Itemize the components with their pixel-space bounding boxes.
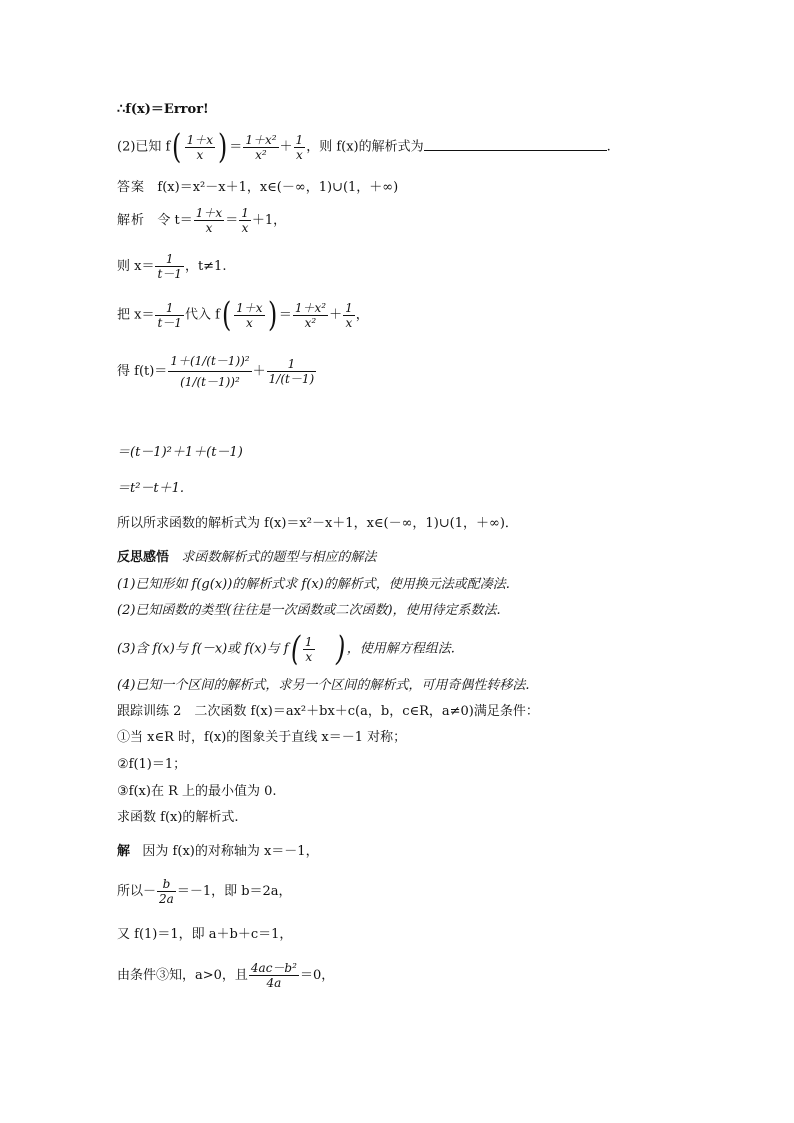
then-x-line: 则 x＝ $\frac{1}{t-1}$ ，t≠1.: [117, 252, 227, 281]
get-ft-line: 得 f(t)＝ $\frac{\text{1＋(1/(t－1))²}}{\text{(1/(t－1))²}}$ ＋ $\frac{1}{1/(t-1)}$: [117, 354, 315, 389]
then-x-frac: $\frac{1}{t-1}$: [157, 252, 182, 281]
left-paren: (: [172, 127, 182, 167]
ask-line: 求函数 f(x)的解析式.: [117, 810, 239, 825]
answer-text: f(x)＝x²－x＋1，x∈(－∞，1)∪(1，＋∞): [157, 180, 399, 195]
get-frac-2: $\frac{1}{1/(t-1)}$: [268, 357, 315, 386]
subst-frac-3: $\frac{\text{1＋x²}}{\text{x²}}$: [294, 300, 327, 330]
question-2: (2)已知 f( $\frac{1+x}{x}$ ) ＝ $\frac{\text{1＋x²}}{\text{x²}}$ ＋ $\frac{1}{x}$ ，则 f(x)的解析式为 .: [117, 127, 611, 167]
answer-label: 答案: [117, 180, 146, 195]
reflect-line: [117, 551, 376, 564]
q2-frac-2: $\frac{\text{1＋x²}}{\text{x²}}$: [245, 132, 277, 162]
subst-frac-2: $\frac{1+x}{x}$: [236, 300, 263, 330]
s1-frac: $\frac{b}{2a}$: [159, 877, 174, 906]
reflect-item-3: (3)含 f(x)与 f(－x)或 f(x)与 f( $\frac{1}{x}$ ) ，使用解方程组法.: [117, 629, 455, 669]
equation-2: ＝t²－t＋1.: [117, 481, 185, 496]
solution-line: 解 因为 f(x)的对称轴为 x＝－1，: [117, 844, 319, 859]
substitute-line: 把 x＝ $\frac{1}{t-1}$ 代入 f( $\frac{1+x}{x}$ ) ＝ $\frac{\text{1＋x²}}{\text{x²}}$ ＋ $\frac{1}{x}$ ，: [117, 295, 369, 335]
analysis-line: 解析 令 t＝ $\frac{1+x}{x}$ ＝ $\frac{1}{x}$ ＋1，: [117, 206, 287, 235]
conclusion-line: 所以所求函数的解析式为 f(x)＝x²－x＋1，x∈(－∞，1)∪(1，＋∞)．: [117, 516, 518, 531]
subst-frac-1: $\frac{1}{t-1}$: [157, 300, 182, 330]
reflect-label: 反思感悟: [117, 550, 170, 565]
q2-frac-1: $\frac{1+x}{x}$: [186, 132, 214, 162]
s3-frac: $\frac{\text{4ac－b²}}{4a}$: [250, 961, 297, 990]
condition-2: ②f(1)＝1；: [117, 757, 187, 772]
analysis-frac-2: $\frac{1}{x}$: [241, 206, 249, 235]
analysis-frac-1: $\frac{1+x}{x}$: [195, 206, 223, 235]
condition-3: ③f(x)在 R 上的最小值为 0.: [117, 784, 277, 799]
reflect-item-2: (2)已知函数的类型(往往是一次函数或二次函数)，使用待定系数法.: [117, 603, 501, 618]
reflect-text: 求函数解析式的题型与相应的解法: [181, 550, 377, 565]
result-line: ∴f(x)＝Error!: [117, 102, 209, 117]
equation-1: ＝(t－1)²＋1＋(t－1): [117, 445, 243, 460]
solution-label: 解: [117, 844, 131, 859]
training-line: 跟踪训练 2 二次函数 f(x)＝ax²＋bx＋c(a，b，c∈R，a≠0)满足条件：: [117, 704, 539, 719]
get-frac-main: $\frac{\text{1＋(1/(t－1))²}}{\text{(1/(t－1))²}}$: [170, 354, 250, 389]
condition-1: ①当 x∈R 时，f(x)的图象关于直线 x＝－1 对称；: [117, 730, 407, 745]
q2-prefix: (2)已知 f: [117, 139, 171, 155]
subst-frac-4: $\frac{1}{x}$: [345, 300, 353, 330]
q2-frac-3: $\frac{1}{x}$: [295, 132, 304, 162]
analysis-label: 解析: [117, 213, 146, 228]
answer-blank[interactable]: [424, 137, 607, 151]
reflect-item-1: (1)已知形如 f(g(x))的解析式求 f(x)的解析式，使用换元法或配凑法.: [117, 577, 510, 592]
right-paren: ): [218, 127, 228, 167]
reflect-item-4: (4)已知一个区间的解析式，求另一个区间的解析式，可用奇偶性转移法.: [117, 678, 530, 693]
solution-step-1: 所以－ $\frac{b}{2a}$ ＝－1，即 b＝2a，: [117, 877, 292, 906]
solution-step-3: 由条件③知，a>0，且 $\frac{\text{4ac－b²}}{4a}$ ＝0，: [117, 961, 335, 990]
answer-line: [117, 181, 398, 194]
solution-step-2: 又 f(1)＝1，即 a＋b＋c＝1，: [117, 927, 293, 942]
r3-frac: $\frac{1}{x}$: [304, 634, 313, 664]
